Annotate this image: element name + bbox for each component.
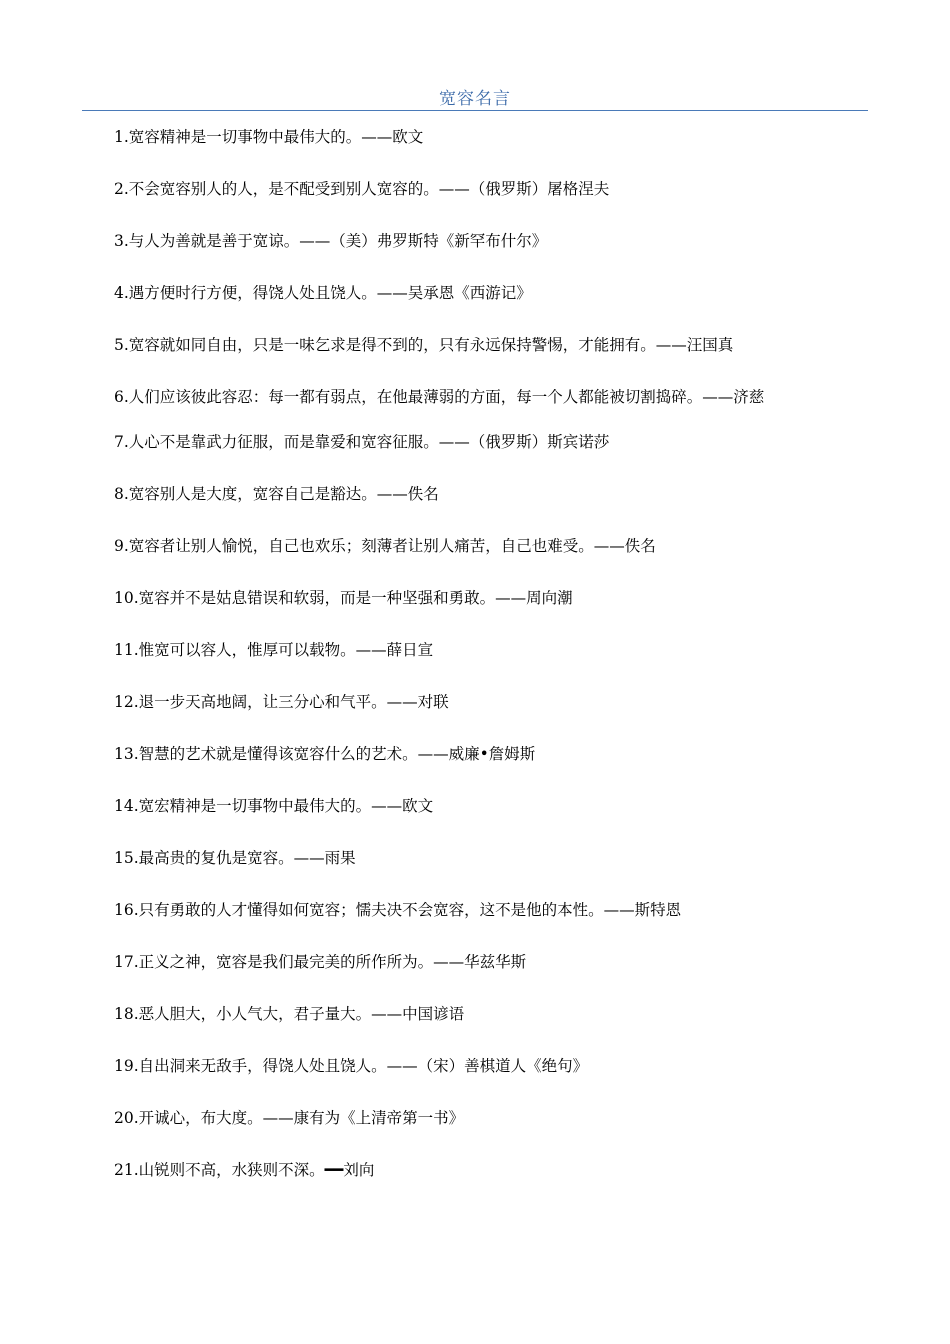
quote-item: 19.自出洞来无敌手，得饶人处且饶人。——（宋）善棋道人《绝句》: [114, 1057, 589, 1075]
quote-item: 9.宽容者让别人愉悦，自己也欢乐；刻薄者让别人痛苦，自己也难受。——佚名: [114, 537, 656, 555]
quote-list: [82, 124, 868, 1209]
quote-item: 10.宽容并不是姑息错误和软弱，而是一种坚强和勇敢。——周向潮: [114, 589, 573, 607]
document-header: [82, 80, 868, 111]
quote-item: 12.退一步天高地阔，让三分心和气平。——对联: [114, 693, 449, 711]
quote-item: 21.山锐则不高，水狭则不深。━━刘向: [114, 1161, 375, 1179]
quote-item: 17.正义之神，宽容是我们最完美的所作所为。——华兹华斯: [114, 953, 527, 971]
quote-item: 14.宽宏精神是一切事物中最伟大的。——欧文: [114, 797, 434, 815]
quote-item: 11.惟宽可以容人，惟厚可以载物。——薛日宣: [114, 641, 434, 659]
quote-item: 3.与人为善就是善于宽谅。——（美）弗罗斯特《新罕布什尔》: [114, 232, 548, 250]
quote-item: 15.最高贵的复仇是宽容。——雨果: [114, 849, 356, 867]
quote-item: 8.宽容别人是大度，宽容自己是豁达。——佚名: [114, 485, 439, 503]
quote-item: 7.人心不是靠武力征服，而是靠爱和宽容征服。——（俄罗斯）斯宾诺莎: [114, 433, 610, 451]
quote-item: 2.不会宽容别人的人，是不配受到别人宽容的。——（俄罗斯）屠格涅夫: [114, 180, 610, 198]
quote-item: 6.人们应该彼此容忍：每一都有弱点，在他最薄弱的方面，每一个人都能被切割捣碎。——济慈: [114, 388, 765, 406]
quote-item: 1.宽容精神是一切事物中最伟大的。——欧文: [114, 128, 424, 146]
document-title: 宽容名言: [439, 89, 511, 109]
quote-item: 20.开诚心，布大度。——康有为《上清帝第一书》: [114, 1109, 465, 1127]
quote-item: 13.智慧的艺术就是懂得该宽容什么的艺术。——威廉•詹姆斯: [114, 745, 536, 763]
quote-item: 4.遇方便时行方便，得饶人处且饶人。——吴承恩《西游记》: [114, 284, 532, 302]
quote-item: 18.恶人胆大，小人气大，君子量大。——中国谚语: [114, 1005, 465, 1023]
quote-item: 5.宽容就如同自由，只是一味乞求是得不到的，只有永远保持警惕，才能拥有。——汪国真: [114, 336, 734, 354]
quote-item: 16.只有勇敢的人才懂得如何宽容；懦夫决不会宽容，这不是他的本性。——斯特恩: [114, 901, 682, 919]
